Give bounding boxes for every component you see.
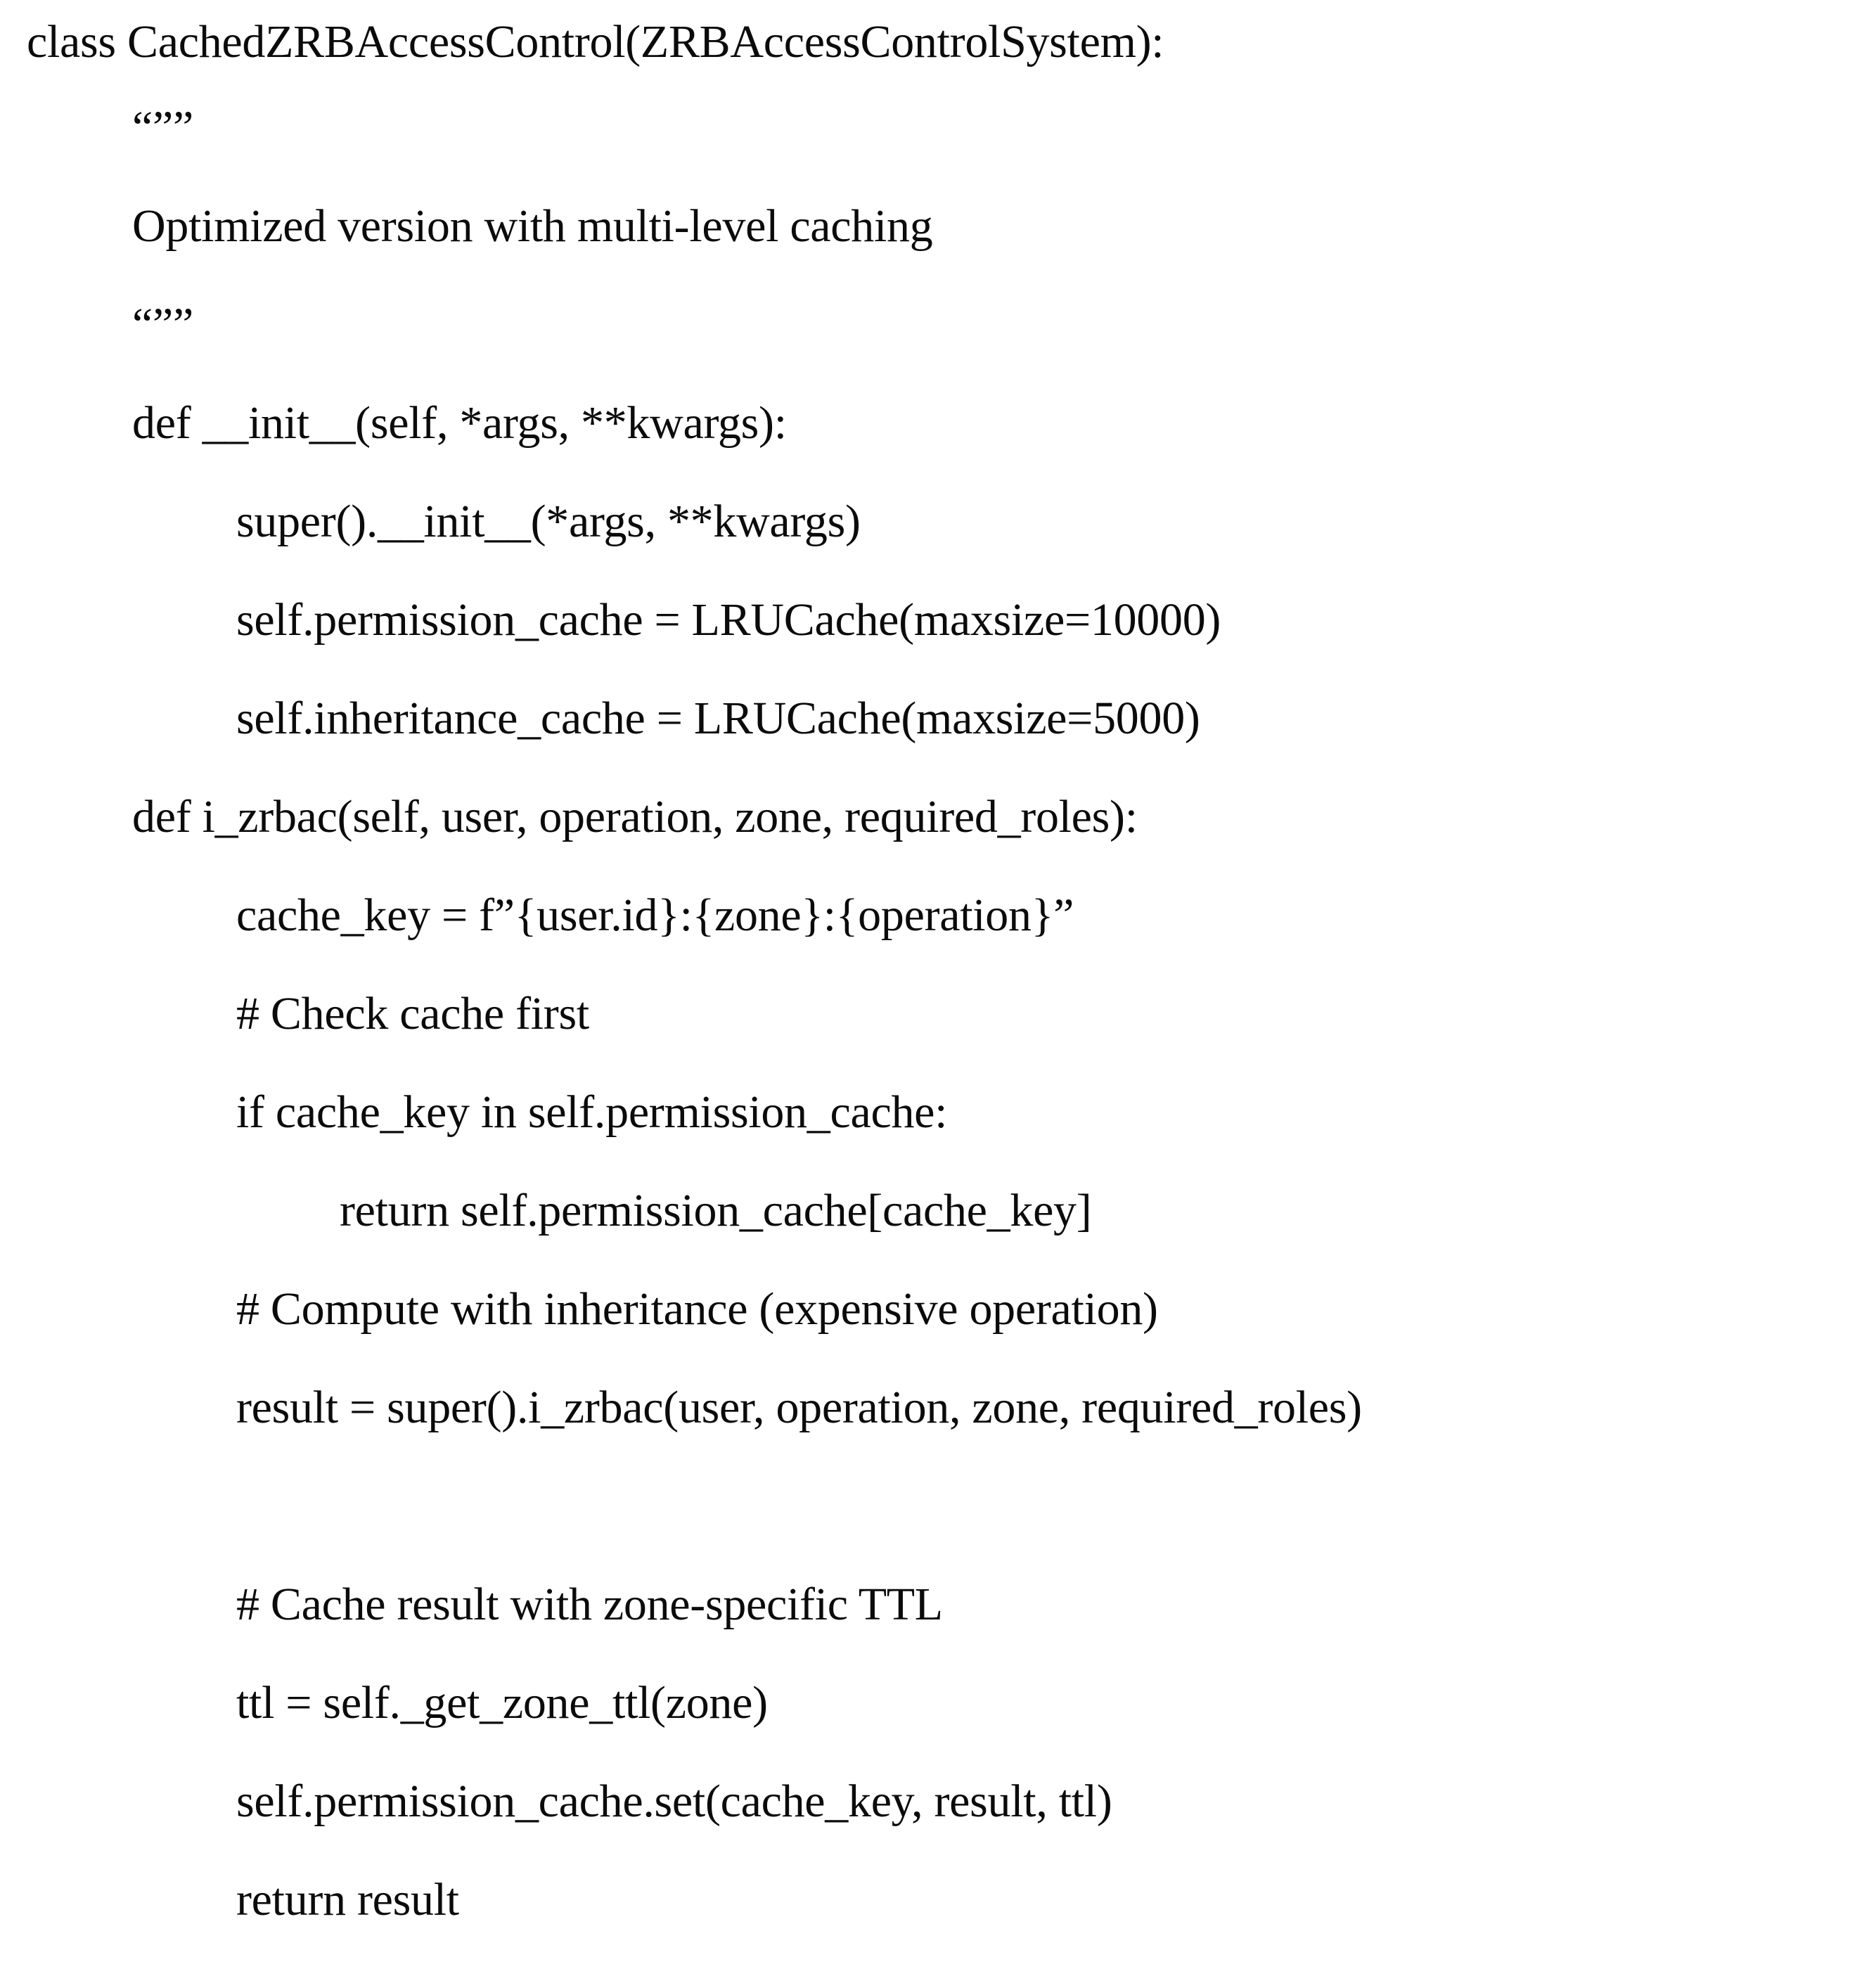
code-blank-line [0, 1457, 1876, 1555]
code-line: def i_zrbac(self, user, operation, zone, required_roles): [132, 791, 1138, 842]
code-line: Optimized version with multi-level caching [132, 200, 933, 252]
code-line: self.inheritance_cache = LRUCache(maxsize=5000) [236, 693, 1200, 744]
code-line: result = super().i_zrbac(user, operation, zone, required_roles) [236, 1382, 1362, 1433]
code-line: # Cache result with zone-specific TTL [236, 1579, 943, 1630]
code-line: class CachedZRBAccessControl(ZRBAccessControlSystem): [27, 16, 1164, 68]
code-line: “”” [132, 102, 193, 153]
code-line: return result [236, 1874, 459, 1925]
code-line: self.permission_cache = LRUCache(maxsize=10000) [236, 594, 1221, 646]
code-line: ttl = self._get_zone_ttl(zone) [236, 1677, 768, 1728]
code-line: # Compute with inheritance (expensive operation) [236, 1283, 1158, 1335]
code-line: return self.permission_cache[cache_key] [340, 1185, 1092, 1236]
code-line: super().__init__(*args, **kwargs) [236, 496, 861, 547]
code-line: if cache_key in self.permission_cache: [236, 1086, 948, 1138]
code-line: def __init__(self, *args, **kwargs): [132, 397, 787, 449]
code-line: # Check cache first [236, 988, 589, 1039]
code-line: cache_key = f”{user.id}:{zone}:{operation}” [236, 890, 1074, 941]
code-line: “”” [132, 299, 193, 350]
code-line: self.permission_cache.set(cache_key, result, ttl) [236, 1776, 1112, 1827]
